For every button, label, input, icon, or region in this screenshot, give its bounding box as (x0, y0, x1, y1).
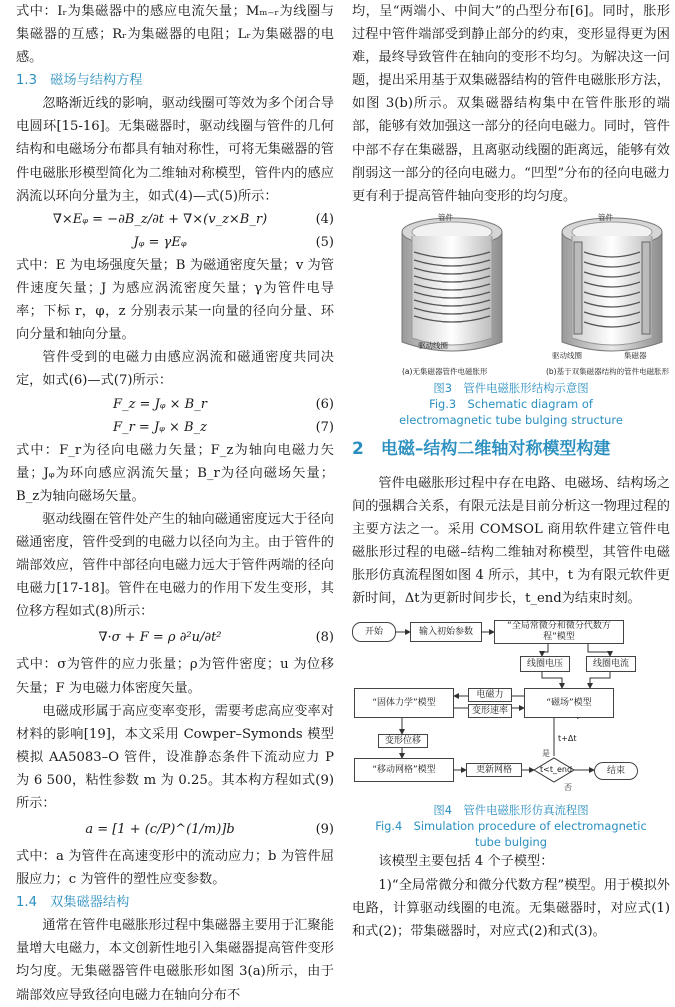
left-column (16, 0, 334, 1007)
equation-body: a = [1 + (c/P)^(1/m)]b (85, 822, 235, 838)
equation-4 (16, 208, 334, 231)
flow-update-mesh: 更新网格 (466, 763, 522, 777)
paragraph: 式中：E 为电场强度矢量；B 为磁通密度矢量；v 为管件速度矢量；J 为感应涡流密度矢量；γ为管件电导率；下标 r，φ，z 分别表示某一向量的径向分量、环向分量和轴向分量。 (16, 257, 334, 343)
section-heading-1-3: 1.3 磁场与结构方程 (16, 73, 143, 89)
equation-8 (16, 623, 334, 653)
equation-number: (5) (315, 234, 334, 250)
paragraph: 忽略渐近线的影响，驱动线圈可等效为多个闭合导电圆环[15-16]。无集磁器时，驱动线圈与管件的几何结构和电磁场分布都具有轴对称性，可将无集磁器的管件电磁胀形模型简化为二维轴对称模型，管件内的感应涡流以环向分量为主，如式(4)—式(5)所示： (16, 96, 334, 204)
flow-solid-model: “固体力学”模型 (354, 688, 454, 718)
flow-condition: t<t_end (540, 765, 573, 775)
section-heading-1-4: 1.4 双集磁器结构 (16, 895, 130, 911)
figure-4-caption-en: Fig.4 Simulation procedure of electromagnetic tube bulging (375, 819, 647, 850)
paragraph: 通常在管件电磁胀形过程中集磁器主要用于汇聚能量增大电磁力，本文创新性地引入集磁器提高管件变形均匀度。无集磁器管件电磁胀形如图 3(a)所示，由于端部效应导致径向电磁力在轴向分布不 (16, 918, 334, 1003)
equation-body: F_z = Jᵩ × B_r (113, 396, 207, 412)
paragraph: 式中：F_r为径向电磁力矢量；F_z为轴向电磁力矢量；Jᵩ为环向感应涡流矢量；B_r为径向磁场矢量；B_z为轴向磁场矢量。 (16, 442, 334, 504)
equation-number: (7) (315, 419, 334, 435)
label-tube-b: 管件 (598, 212, 613, 222)
paragraph: 电磁成形属于高应变率变形，需要考虑高应变率对材料的影响[19]，本文采用 Cowper–Symonds 模型模拟 AA5083–O 管件，设准静态条件下流动应力 P 为 6 500，粘性参数 m 为 0.25。其本构方程如式(9)所示： (16, 703, 334, 811)
flow-coil-voltage: 线圈电压 (520, 656, 570, 672)
paragraph: 均，呈“两端小、中间大”的凸型分布[6]。同时，胀形过程中管件端部受到静止部分的约束，变形显得更为困难，最终导致管件在轴向的变形不均匀。为解决这一问题，提出采用基于双集磁器结构的管件电磁胀形方法，如图 3(b)所示。双集磁器结构集中在管件胀形的端部，能够有效加强这一部分的径向电磁力。同时，管件中部不存在集磁器，且离驱动线圈的距离远，能够有效削弱这一部分的径向电磁力。“凹型”分布的径向电磁力更有利于提高管件轴向变形的均匀度。 (352, 4, 670, 204)
label-coil-a: 驱动线圈 (418, 340, 448, 350)
flow-input: 输入初始参数 (410, 622, 482, 642)
label-concentrator-b: 集磁器 (624, 350, 647, 360)
figure-3-caption-en: Fig.3 Schematic diagram of electromagnetic tube bulging structure (399, 396, 623, 427)
flow-no: 否 (564, 783, 572, 793)
equation-body: F_r = Jᵩ × B_z (113, 419, 207, 435)
paragraph: 管件受到的电磁力由感应涡流和磁通密度共同决定，如式(6)—式(7)所示： (16, 350, 334, 389)
flow-velocity: 变形速率 (468, 704, 512, 718)
equation-number: (9) (315, 822, 334, 838)
figure-4-caption-cn: 图4 管件电磁胀形仿真流程图 (433, 803, 589, 818)
equation-9 (16, 815, 334, 845)
flow-start: 开始 (352, 622, 396, 642)
flow-em-force: 电磁力 (468, 688, 512, 702)
tube-b-icon (562, 218, 662, 351)
figure-3 (352, 212, 670, 380)
flow-yes: 是 (542, 749, 550, 759)
equation-6 (16, 393, 334, 416)
label-tube-a: 管件 (438, 212, 453, 222)
equation-5 (16, 231, 334, 254)
flow-coil-current: 线圈电流 (586, 656, 636, 672)
paragraph: 式中：a 为管件在高速变形中的流动应力；b 为管件屈服应力；c 为管件的塑性应变参数。 (16, 849, 334, 888)
paragraph: 管件电磁胀形过程中存在电路、电磁场、结构场之间的强耦合关系，有限元法是目前分析这一物理过程的主要方法之一。采用 COMSOL 商用软件建立管件电磁胀形过程的电磁–结构二维轴对称模型，其管件电磁胀形仿真流程图如图 4 所示，其中，t 为有限元软件更新时间，Δt为更新时间步长，t_end为结束时刻。 (352, 475, 670, 607)
paragraph: 驱动线圈在管件处产生的轴向磁通密度远大于径向磁通密度，管件受到的电磁力以径向为主。由于管件的端部效应，管件中部径向电磁力远大于管件两端的径向电磁力[17-18]。管件在电磁力的作用下发生变形，其位移方程如式(8)所示： (16, 511, 334, 620)
tube-structure-illustration (352, 212, 670, 362)
equation-body: Jᵩ = γEᵩ (133, 234, 187, 250)
label-coil-b: 驱动线圈 (552, 350, 582, 360)
equation-body: ∇·σ + F = ρ ∂²u/∂t² (98, 630, 222, 646)
caption-a: (a)无集磁器管件电磁胀形 (402, 366, 488, 376)
paragraph: 式中：σ为管件的应力张量；ρ为管件密度；u 为位移矢量；F 为电磁力体密度矢量。 (16, 657, 334, 696)
section-heading-2: 2 电磁–结构二维轴对称模型构建 (352, 438, 611, 459)
equation-number: (4) (315, 211, 334, 227)
equation-number: (8) (315, 630, 334, 646)
paragraph: 该模型主要包括 4 个子模型： (378, 854, 554, 870)
paragraph: 式中：Iᵣ为集磁器中的感应电流矢量；Mₘ₋ᵣ为线圈与集磁器的互感；Rᵣ为集磁器的电阻；Lᵣ为集磁器的电感。 (16, 4, 334, 66)
flow-end: 结束 (594, 762, 638, 780)
figure-4-flowchart (352, 616, 670, 798)
flow-mesh-model: “移动网格”模型 (354, 758, 454, 782)
flow-displacement: 变形位移 (378, 734, 428, 748)
tube-a-icon (402, 218, 502, 351)
equation-number: (6) (315, 396, 334, 412)
figure-3-caption-cn: 图3 管件电磁胀形结构示意图 (433, 380, 589, 395)
flow-ode-model: “全局常微分和微分代数方程”模型 (494, 620, 624, 644)
caption-b: (b)基于双集磁器结构的管件电磁胀形 (546, 366, 670, 376)
equation-7 (16, 416, 334, 439)
paragraph: 1)“全局常微分和微分代数方程”模型。用于模拟外电路，计算驱动线圈的电流。无集磁器时，对应式(1)和式(2)；带集磁器时，对应式(2)和式(3)。 (352, 877, 670, 939)
right-column (352, 0, 670, 943)
flow-tplus: t+Δt (558, 734, 577, 744)
equation-body: ∇×Eᵩ = −∂B_z/∂t + ∇×(v_z×B_r) (52, 211, 268, 227)
flow-field-model: “磁场”模型 (524, 688, 614, 718)
